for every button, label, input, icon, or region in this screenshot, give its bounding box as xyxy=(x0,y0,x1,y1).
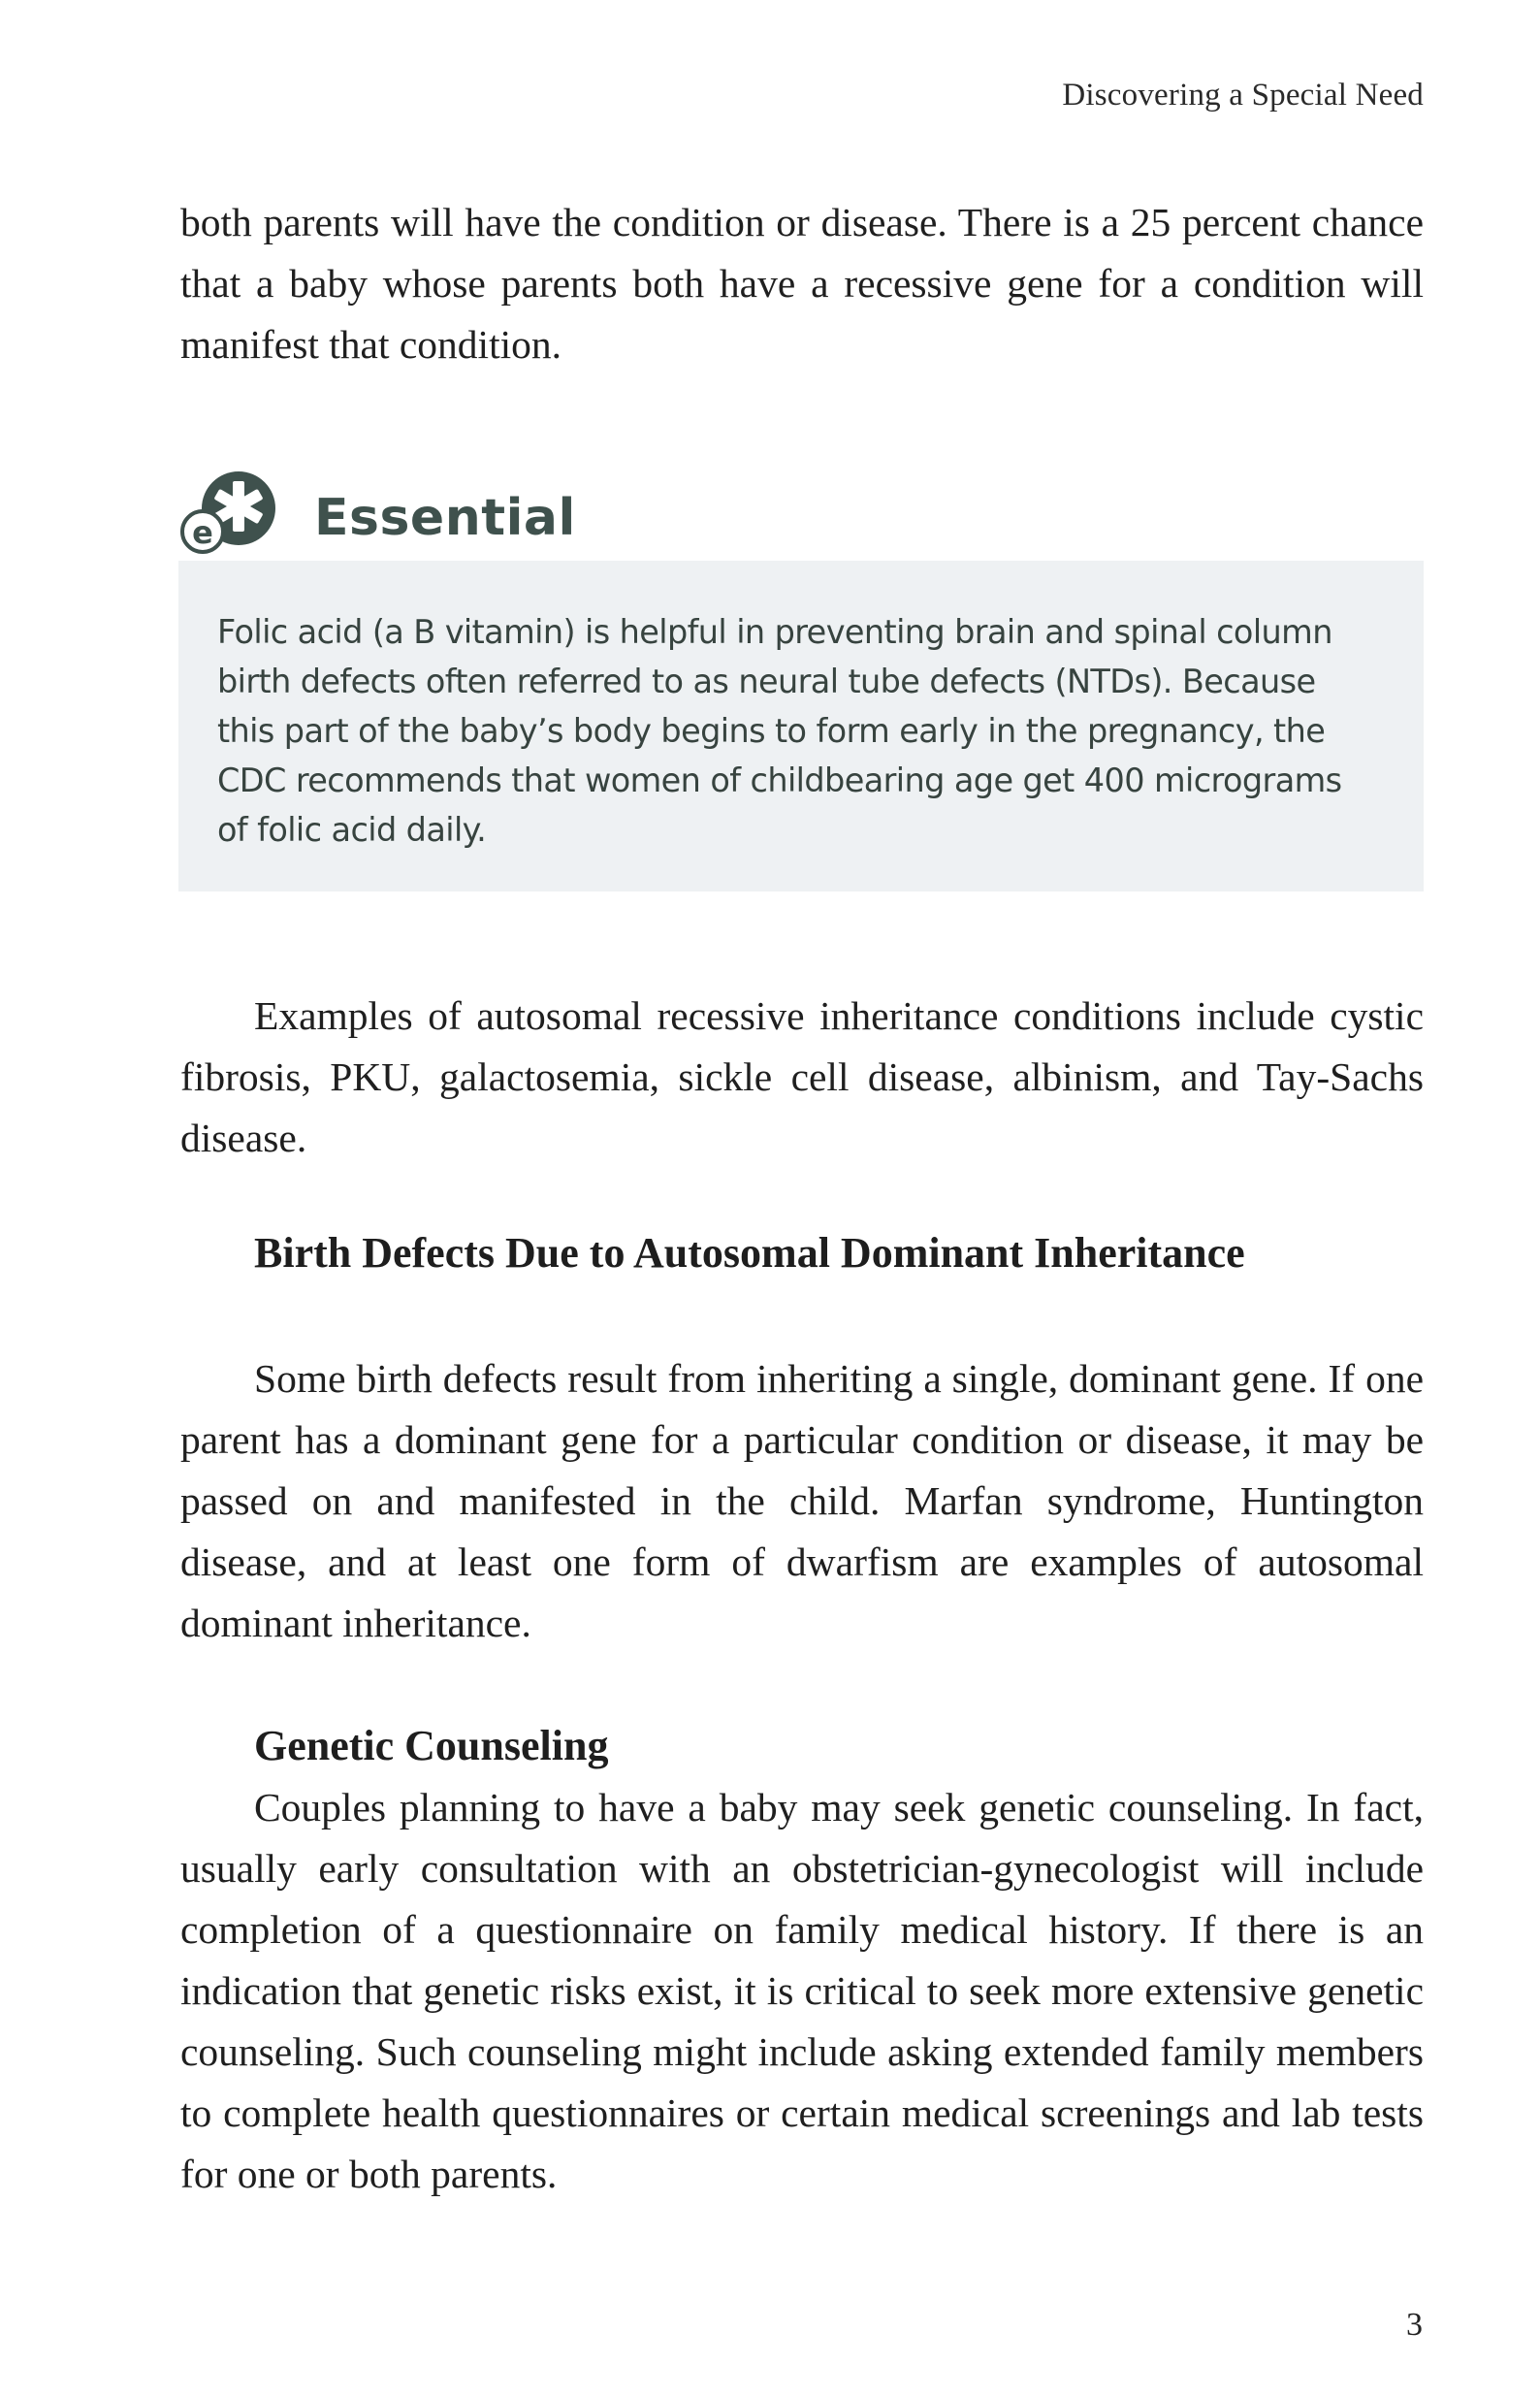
paragraph-recessive-examples xyxy=(180,986,1424,1169)
section-heading-autosomal-dominant: Birth Defects Due to Autosomal Dominant Inheritance xyxy=(254,1229,1245,1277)
essential-e-asterisk-icon xyxy=(178,466,285,563)
svg-text:e: e xyxy=(192,514,213,551)
paragraph-autosomal-dominant xyxy=(180,1348,1424,1654)
essential-box-body xyxy=(178,561,1424,891)
essential-text: Folic acid (a B vitamin) is helpful in preventing brain and spinal column birth defects often referred to as neural tube defects (NTDs). Because this part of the baby’s body begins to form early in the pregnancy, the CDC recommends that women of childbearing age get 400 micrograms of folic acid daily. xyxy=(217,613,1342,849)
page-number: 3 xyxy=(1406,2307,1423,2343)
paragraph-text: Examples of autosomal recessive inheritance conditions include cystic fibrosis, PKU, galactosemia, sickle cell disease, albinism, and Tay-Sachs disease. xyxy=(180,993,1424,1160)
paragraph-text: Some birth defects result from inheriting a single, dominant gene. If one parent has a dominant gene for a particular condition or disease, it may be passed on and manifested in the child. Marfan syndrome, Huntington disease, and at least one form of dwarfism are examples of autosomal dominant inheritance. xyxy=(180,1356,1424,1645)
running-head: Discovering a Special Need xyxy=(1062,78,1424,113)
paragraph-text: both parents will have the condition or disease. There is a 25 percent chance that a baby whose parents both have a recessive gene for a condition will manifest that condition. xyxy=(180,200,1424,367)
essential-header xyxy=(178,464,1424,561)
paragraph-genetic-counseling xyxy=(180,1777,1424,2205)
section-heading-genetic-counseling: Genetic Counseling xyxy=(254,1722,609,1769)
essential-title: Essential xyxy=(314,489,576,547)
essential-callout xyxy=(178,464,1424,891)
paragraph-continuation xyxy=(180,192,1424,375)
paragraph-text: Couples planning to have a baby may seek genetic counseling. In fact, usually early consultation with an obstetrician-gynecologist will include completion of a questionnaire on family medical history. If there is an indication that genetic risks exist, it is critical to seek more extensive genetic counseling. Such counseling might include asking extended family members to complete health questionnaires or certain medical screenings and lab tests for one or both parents. xyxy=(180,1785,1424,2196)
